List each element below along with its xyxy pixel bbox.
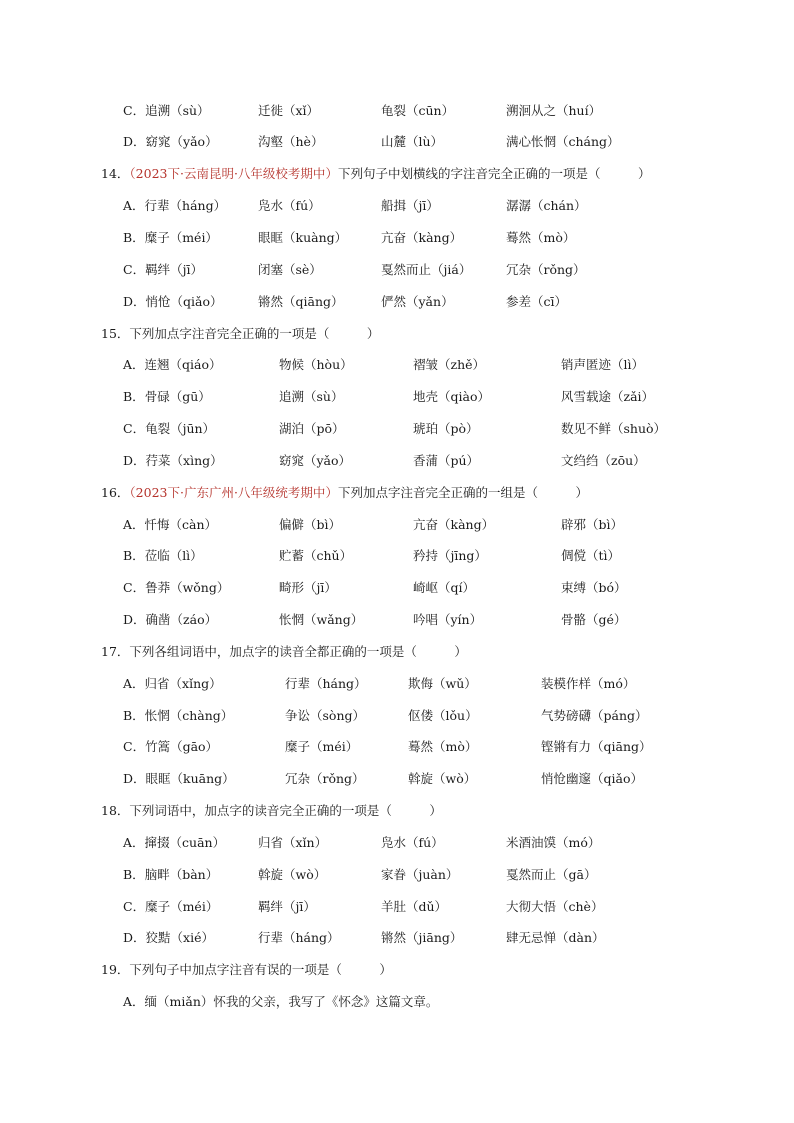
option-term	[408, 676, 477, 692]
option-letter: B．	[123, 230, 145, 245]
term-with-pinyin: 地壳（qiào）	[413, 389, 490, 404]
option-term	[123, 835, 225, 851]
option-line	[123, 548, 723, 564]
option-line	[123, 517, 723, 533]
option-term	[506, 294, 567, 310]
option-term	[413, 517, 494, 533]
option-term	[561, 357, 644, 373]
term-with-pinyin: 肆无忌惮（dàn）	[506, 930, 605, 945]
term-with-pinyin: 迁徙（xǐ）	[258, 103, 320, 118]
option-term	[123, 739, 218, 755]
term-with-pinyin: 湖泊（pō）	[279, 421, 345, 436]
option-term	[506, 103, 601, 119]
question-line	[101, 644, 467, 660]
option-line	[123, 930, 723, 946]
term-with-pinyin: 骨碌（gū）	[144, 389, 211, 404]
option-term	[561, 580, 627, 596]
term-with-pinyin: 鲁莽（wǒng）	[145, 580, 230, 595]
question-line	[101, 485, 588, 501]
source-paren-open: （	[129, 166, 136, 181]
term-with-pinyin: 怅惘（wǎng）	[279, 612, 364, 627]
term-with-pinyin: 悄怆幽邃（qiǎo）	[541, 771, 643, 786]
option-term	[258, 835, 327, 851]
term-with-pinyin: 装模作样（mó）	[541, 676, 636, 691]
question-source: 2023下·广东广州·八年级统考期中	[135, 485, 326, 500]
term-with-pinyin: 数见不鲜（shuò）	[561, 421, 667, 436]
option-letter: B．	[123, 867, 145, 882]
option-term	[381, 294, 454, 310]
term-with-pinyin: 欺侮（wǔ）	[408, 676, 477, 691]
term-with-pinyin: 锵然（qiāng）	[258, 294, 344, 309]
term-with-pinyin: 文绉绉（zōu）	[561, 453, 646, 468]
term-with-pinyin: 潺潺（chán）	[506, 198, 587, 213]
term-with-pinyin: 船揖（jī）	[381, 198, 439, 213]
option-line	[123, 134, 723, 150]
term-with-pinyin: 蓦然（mò）	[506, 230, 576, 245]
option-term	[279, 612, 363, 628]
option-term	[561, 612, 626, 628]
term-with-pinyin: 凫水（fú）	[381, 835, 444, 850]
option-term	[413, 421, 479, 437]
option-term	[506, 930, 605, 946]
term-with-pinyin: 亢奋（kàng）	[381, 230, 463, 245]
option-term	[285, 676, 367, 692]
term-with-pinyin: 羁绊（jī）	[258, 899, 316, 914]
option-term	[258, 230, 347, 246]
option-term	[381, 198, 439, 214]
option-term	[381, 262, 471, 278]
question-line	[101, 326, 379, 342]
term-with-pinyin: 闭塞（sè）	[258, 262, 322, 277]
term-with-pinyin: 窈窕（yǎo）	[279, 453, 352, 468]
option-term	[506, 867, 596, 883]
term-with-pinyin: 斡旋（wò）	[408, 771, 477, 786]
option-term	[413, 548, 487, 564]
question-text: 下列句子中加点字注音有误的一项是（	[129, 962, 342, 977]
term-with-pinyin: 凫水（fú）	[258, 198, 321, 213]
term-with-pinyin: 伛偻（lǒu）	[408, 708, 478, 723]
option-line	[123, 739, 723, 755]
question-text: 下列加点字注音完全正确的一组是（	[337, 485, 538, 500]
term-with-pinyin: 风雪载途（zǎi）	[561, 389, 655, 404]
answer-blank[interactable]: ）	[416, 644, 467, 659]
term-with-pinyin: 大彻大悟（chè）	[506, 899, 604, 914]
term-with-pinyin: 戛然而止（jiá）	[381, 262, 472, 277]
option-line	[123, 676, 723, 692]
option-term	[123, 198, 226, 214]
term-with-pinyin: 忏悔（càn）	[144, 517, 218, 532]
option-term	[123, 708, 233, 724]
question-number: 18．	[101, 803, 130, 818]
question-text: 下列句子中划横线的字注音完全正确的一项是（	[337, 166, 601, 181]
term-with-pinyin: 荇菜（xìng）	[145, 453, 223, 468]
option-line	[123, 771, 723, 787]
option-term	[258, 103, 319, 119]
option-term	[123, 262, 203, 278]
answer-blank[interactable]: ）	[329, 326, 380, 341]
option-term	[381, 835, 444, 851]
option-term	[123, 548, 203, 564]
option-term	[541, 708, 648, 724]
option-term	[123, 230, 218, 246]
option-term	[408, 708, 478, 724]
option-term	[258, 134, 323, 150]
question-number: 17．	[101, 644, 130, 659]
question-line	[101, 166, 650, 182]
option-term	[408, 771, 476, 787]
option-letter: C．	[123, 739, 146, 754]
option-letter: A．	[123, 676, 145, 691]
source-paren-close: ）	[325, 166, 338, 181]
option-term	[541, 739, 652, 755]
term-with-pinyin: 崎岖（qí）	[413, 580, 475, 595]
option-letter: C．	[123, 421, 146, 436]
option-term	[123, 134, 218, 150]
option-term	[506, 134, 620, 150]
option-term	[541, 771, 643, 787]
term-with-pinyin: 倜傥（tì）	[561, 548, 621, 563]
term-with-pinyin: 眼眶（kuàng）	[258, 230, 348, 245]
term-with-pinyin: 沟壑（hè）	[258, 134, 324, 149]
option-term	[381, 899, 447, 915]
answer-blank[interactable]: ）	[537, 485, 588, 500]
term-with-pinyin: 辟邪（bì）	[561, 517, 623, 532]
option-term	[258, 262, 322, 278]
option-term	[258, 198, 321, 214]
option-term	[506, 835, 600, 851]
option-term	[123, 771, 235, 787]
option-term	[561, 548, 620, 564]
option-term	[408, 739, 477, 755]
option-term	[381, 930, 462, 946]
option-letter: C．	[123, 103, 146, 118]
source-paren-close: ）	[325, 485, 338, 500]
option-line	[123, 294, 723, 310]
term-with-pinyin: 畸形（jī）	[279, 580, 337, 595]
term-with-pinyin: 狡黠（xié）	[145, 930, 214, 945]
question-line	[101, 803, 442, 819]
term-with-pinyin: 糜子（méi）	[145, 899, 219, 914]
option-term	[123, 867, 218, 883]
option-term	[258, 899, 316, 915]
option-term	[561, 517, 623, 533]
term-with-pinyin: 羁绊（jī）	[145, 262, 203, 277]
option-term	[123, 453, 223, 469]
option-line	[123, 262, 723, 278]
question-number: 15．	[101, 326, 130, 341]
term-with-pinyin: 争讼（sòng）	[285, 708, 365, 723]
option-term	[381, 103, 454, 119]
source-paren-open: （	[129, 485, 136, 500]
question-text: 下列各组词语中，加点字的读音全都正确的一项是（	[129, 644, 417, 659]
option-letter: D．	[123, 612, 146, 627]
option-letter: B．	[123, 708, 145, 723]
answer-blank[interactable]: ）	[391, 803, 442, 818]
question-text: 下列词语中，加点字的读音完全正确的一项是（	[129, 803, 392, 818]
option-term	[258, 867, 326, 883]
term-with-pinyin: 矜持（jīng）	[413, 548, 487, 563]
option-letter: A．	[123, 994, 145, 1009]
term-with-pinyin: 偏僻（bì）	[279, 517, 341, 532]
term-with-pinyin: 眼眶（kuāng）	[145, 771, 235, 786]
option-letter: A．	[123, 198, 145, 213]
term-with-pinyin: 龟裂（jūn）	[145, 421, 216, 436]
term-with-pinyin: 行辈（háng）	[285, 676, 367, 691]
term-with-pinyin: 羊肚（dǔ）	[381, 899, 448, 914]
option-term	[506, 262, 586, 278]
option-letter: A．	[123, 357, 145, 372]
option-line	[123, 103, 723, 119]
option-term	[381, 134, 443, 150]
term-with-pinyin: 铿锵有力（qiāng）	[541, 739, 652, 754]
term-with-pinyin: 连翘（qiáo）	[144, 357, 222, 372]
option-term	[123, 676, 222, 692]
option-term	[561, 389, 654, 405]
term-with-pinyin: 贮蓄（chǔ）	[279, 548, 353, 563]
option-term	[123, 294, 223, 310]
option-letter: C．	[123, 580, 146, 595]
option-letter: C．	[123, 262, 146, 277]
term-with-pinyin: 斡旋（wò）	[258, 867, 327, 882]
option-term	[279, 357, 353, 373]
option-letter: D．	[123, 453, 146, 468]
term-with-pinyin: 物候（hòu）	[279, 357, 353, 372]
term-with-pinyin: 山麓（lù）	[381, 134, 444, 149]
option-letter: B．	[123, 548, 145, 563]
option-term	[123, 612, 217, 628]
option-term	[279, 517, 341, 533]
term-with-pinyin: 戛然而止（gā）	[506, 867, 597, 882]
option-letter: D．	[123, 771, 146, 786]
option-term	[123, 103, 210, 119]
option-term	[279, 389, 343, 405]
option-term	[413, 580, 475, 596]
option-term	[506, 198, 587, 214]
term-with-pinyin: 米酒油馍（mó）	[506, 835, 601, 850]
term-with-pinyin: 骨骼（gé）	[561, 612, 627, 627]
term-with-pinyin: 确凿（záo）	[145, 612, 218, 627]
option-term	[381, 867, 458, 883]
term-with-pinyin: 追溯（sù）	[279, 389, 344, 404]
option-term	[258, 930, 340, 946]
option-term	[541, 676, 635, 692]
term-with-pinyin: 亢奋（kàng）	[413, 517, 495, 532]
question-source: 2023下·云南昆明·八年级校考期中	[135, 166, 326, 181]
option-line	[123, 899, 723, 915]
option-term	[285, 739, 358, 755]
term-with-pinyin: 悄怆（qiǎo）	[145, 294, 223, 309]
option-term	[413, 389, 490, 405]
option-letter: D．	[123, 930, 146, 945]
term-with-pinyin: 怅惘（chàng）	[144, 708, 234, 723]
answer-blank[interactable]: ）	[600, 166, 651, 181]
option-term	[413, 453, 479, 469]
term-with-pinyin: 家眷（juàn）	[381, 867, 459, 882]
term-with-pinyin: 糜子（méi）	[144, 230, 218, 245]
term-with-pinyin: 行辈（háng）	[258, 930, 340, 945]
option-letter: A．	[123, 835, 145, 850]
option-letter: C．	[123, 899, 146, 914]
option-letter: D．	[123, 294, 146, 309]
question-number: 14．	[101, 166, 130, 181]
term-with-pinyin: 莅临（lì）	[144, 548, 203, 563]
term-with-pinyin: 褶皱（zhě）	[413, 357, 486, 372]
option-term	[123, 517, 217, 533]
option-term	[123, 421, 215, 437]
option-term	[561, 421, 666, 437]
term-with-pinyin: 蓦然（mò）	[408, 739, 478, 754]
term-with-pinyin: 冗杂（rǒng）	[285, 771, 365, 786]
term-with-pinyin: 归省（xǐng）	[144, 676, 222, 691]
term-with-pinyin: 脑畔（bàn）	[144, 867, 219, 882]
option-term	[506, 899, 603, 915]
question-text: 下列加点字注音完全正确的一项是（	[129, 326, 330, 341]
term-with-pinyin: 束缚（bó）	[561, 580, 627, 595]
option-line	[123, 994, 438, 1010]
term-with-pinyin: 销声匿迹（lì）	[561, 357, 644, 372]
option-line	[123, 421, 723, 437]
option-term	[413, 357, 485, 373]
option-line	[123, 708, 723, 724]
option-sentence: 缅（miǎn）怀我的父亲，我写了《怀念》这篇文章。	[144, 994, 439, 1009]
term-with-pinyin: 行辈（háng）	[144, 198, 227, 213]
option-term	[285, 708, 365, 724]
option-term	[279, 580, 337, 596]
option-letter: A．	[123, 517, 145, 532]
question-number: 19．	[101, 962, 130, 977]
option-term	[381, 230, 462, 246]
term-with-pinyin: 溯洄从之（huí）	[506, 103, 602, 118]
option-term	[258, 294, 344, 310]
option-term	[123, 357, 222, 373]
term-with-pinyin: 糜子（méi）	[285, 739, 359, 754]
option-line	[123, 453, 723, 469]
option-term	[123, 899, 218, 915]
option-letter: B．	[123, 389, 145, 404]
term-with-pinyin: 满心怅惘（cháng）	[506, 134, 620, 149]
term-with-pinyin: 俨然（yǎn）	[381, 294, 454, 309]
option-term	[279, 548, 352, 564]
term-with-pinyin: 追溯（sù）	[145, 103, 210, 118]
term-with-pinyin: 归省（xǐn）	[258, 835, 328, 850]
term-with-pinyin: 竹篙（gāo）	[145, 739, 219, 754]
option-term	[123, 580, 229, 596]
term-with-pinyin: 锵然（jiāng）	[381, 930, 463, 945]
term-with-pinyin: 窈窕（yǎo）	[145, 134, 218, 149]
option-term	[285, 771, 365, 787]
term-with-pinyin: 冗杂（rǒng）	[506, 262, 586, 277]
term-with-pinyin: 龟裂（cūn）	[381, 103, 455, 118]
option-line	[123, 867, 723, 883]
option-term	[279, 421, 345, 437]
option-letter: D．	[123, 134, 146, 149]
question-line	[101, 962, 392, 978]
option-line	[123, 580, 723, 596]
term-with-pinyin: 香蒲（pú）	[413, 453, 480, 468]
option-line	[123, 835, 723, 851]
option-term	[123, 930, 214, 946]
option-line	[123, 198, 723, 214]
term-with-pinyin: 琥珀（pò）	[413, 421, 479, 436]
option-term	[413, 612, 482, 628]
option-term	[123, 389, 211, 405]
option-term	[561, 453, 646, 469]
option-line	[123, 612, 723, 628]
term-with-pinyin: 参差（cī）	[506, 294, 567, 309]
term-with-pinyin: 撺掇（cuān）	[144, 835, 226, 850]
term-with-pinyin: 吟唱（yín）	[413, 612, 483, 627]
question-number: 16．	[101, 485, 130, 500]
answer-blank[interactable]: ）	[341, 962, 392, 977]
option-term	[506, 230, 575, 246]
term-with-pinyin: 气势磅礴（páng）	[541, 708, 648, 723]
option-line	[123, 230, 723, 246]
option-line	[123, 357, 723, 373]
option-term	[279, 453, 351, 469]
option-line	[123, 389, 723, 405]
